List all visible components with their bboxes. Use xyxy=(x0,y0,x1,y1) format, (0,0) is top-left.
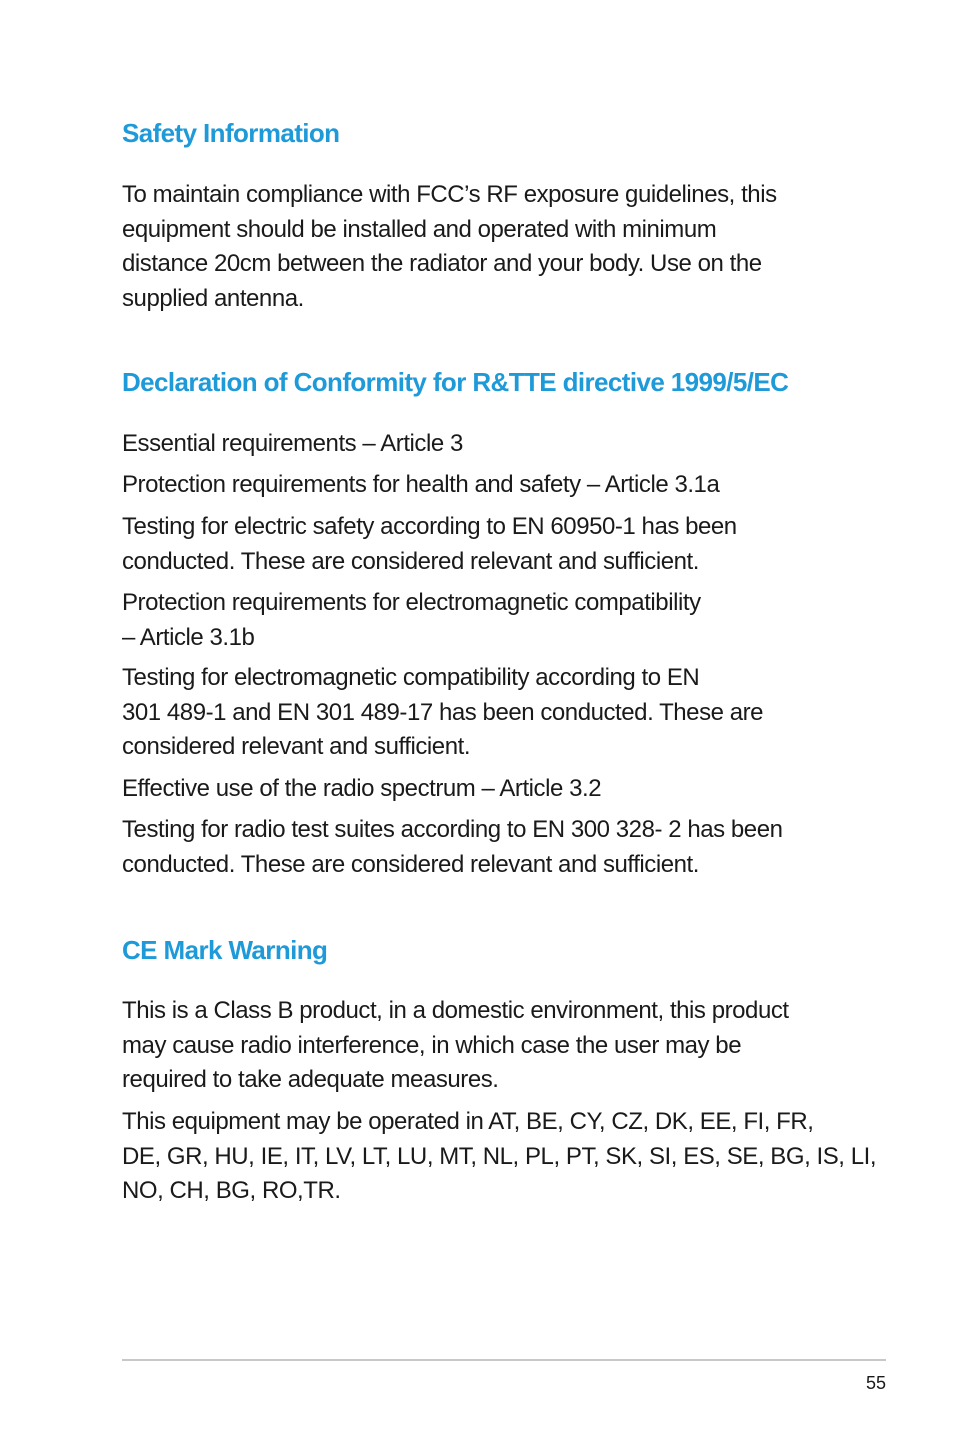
paragraph-line: Effective use of the radio spectrum – Article 3.2 xyxy=(122,775,602,802)
paragraph-line: Testing for electric safety according to EN 60950-1 has been xyxy=(122,513,737,540)
paragraph-line: To maintain compliance with FCC’s RF exposure guidelines, this xyxy=(122,181,777,208)
safety-information-paragraph xyxy=(122,178,777,316)
operating-countries-paragraph xyxy=(122,1105,876,1209)
class-b-warning-paragraph xyxy=(122,994,789,1098)
paragraph-line: – Article 3.1b xyxy=(122,623,255,651)
footer-divider xyxy=(122,1359,886,1361)
declaration-of-conformity-heading: Declaration of Conformity for R&TTE directive 1999/5/EC xyxy=(122,367,789,397)
paragraph-line: Essential requirements – Article 3 xyxy=(122,430,463,457)
paragraph-line: NO, CH, BG, RO,TR. xyxy=(122,1177,341,1204)
page-number: 55 xyxy=(865,1373,886,1393)
safety-information-heading: Safety Information xyxy=(122,118,340,148)
paragraph-line: required to take adequate measures. xyxy=(122,1066,499,1093)
paragraph-line: DE, GR, HU, IE, IT, LV, LT, LU, MT, NL, PL, PT, SK, SI, ES, SE, BG, IS, LI, xyxy=(122,1142,877,1170)
paragraph-line: supplied antenna. xyxy=(122,284,304,312)
emc-requirements-paragraph xyxy=(122,586,701,655)
paragraph-line: This equipment may be operated in AT, BE, CY, CZ, DK, EE, FI, FR, xyxy=(122,1108,814,1135)
paragraph-line: This is a Class B product, in a domestic environment, this product xyxy=(122,997,789,1024)
paragraph-line: Testing for radio test suites according to EN 300 328- 2 has been xyxy=(122,816,783,843)
radio-testing-paragraph xyxy=(122,813,783,882)
paragraph-line: equipment should be installed and operated with minimum xyxy=(122,215,717,243)
paragraph-line: Protection requirements for health and safety – Article 3.1a xyxy=(122,471,720,498)
paragraph-line: conducted. These are considered relevant and sufficient. xyxy=(122,850,699,878)
paragraph-line: distance 20cm between the radiator and your body. Use on the xyxy=(122,250,762,277)
emc-testing-paragraph xyxy=(122,661,763,765)
paragraph-line: may cause radio interference, in which case the user may be xyxy=(122,1031,742,1059)
health-safety-paragraph xyxy=(122,468,719,503)
paragraph-line: 301 489-1 and EN 301 489-17 has been conducted. These are xyxy=(122,698,764,726)
radio-spectrum-paragraph xyxy=(122,772,601,807)
ce-mark-warning-heading: CE Mark Warning xyxy=(122,935,328,965)
paragraph-line: considered relevant and sufficient. xyxy=(122,733,471,760)
essential-requirements-paragraph xyxy=(122,427,463,462)
paragraph-line: conducted. These are considered relevant and sufficient. xyxy=(122,547,699,575)
electric-safety-testing-paragraph xyxy=(122,510,737,579)
paragraph-line: Protection requirements for electromagnetic compatibility xyxy=(122,589,701,616)
paragraph-line: Testing for electromagnetic compatibility according to EN xyxy=(122,664,700,691)
